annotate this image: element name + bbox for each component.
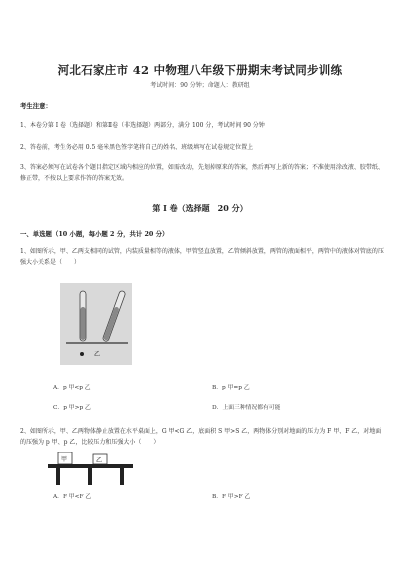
- page-title: 河北石家庄市 42 中物理八年级下册期末考试同步训练: [57, 63, 343, 77]
- option-a: A．F 甲<F 乙: [53, 494, 92, 500]
- option-b: B．p 甲=p 乙: [212, 385, 250, 391]
- question-2-text: 2、如图所示，甲、乙两物体静止放置在水平桌面上，G 甲<G 乙，底面积 S 甲>S 乙，两物体分别对地面的压力为 F 甲、F 乙，对地面的压强为 p 甲、p 乙，比较压力和压强大小（ ）: [20, 428, 382, 446]
- option-d: D．上面三种情况都有可能: [212, 405, 281, 411]
- tube-b-label: 乙: [94, 351, 101, 358]
- section-title: 第 I 卷（选择题 20 分）: [152, 203, 248, 213]
- option-a: A．p 甲<p 乙: [53, 385, 91, 391]
- option-b: B．F 甲>F 乙: [212, 494, 251, 500]
- block-b-label: 乙: [96, 457, 103, 464]
- question-1-text: 1、如图所示，甲、乙两支相同的试管，内装质量相等的液体，甲管竖直放置，乙管倾斜放置，两管的液面相平，两管中的液体对管底的压强大小关系是（ ）: [20, 248, 384, 266]
- page-subtitle: 考试时间：90 分钟；命题人：教研组: [150, 82, 250, 89]
- note-item: 2、答卷前，考生务必用 0.5 毫米黑色签字笔将自己的姓名、班级填写在试卷规定位置上: [20, 144, 254, 151]
- option-c: C．p 甲>p 乙: [53, 405, 91, 411]
- table-top: [48, 464, 133, 468]
- test-tubes-figure: [60, 283, 132, 365]
- block-a-label: 甲: [61, 456, 68, 463]
- note-item: 1、本卷分第 I 卷（选择题）和第Ⅱ卷（非选择题）两部分，满分 100 分，考试时间 90 分钟: [20, 122, 265, 129]
- part-heading: 一、单选题（10 小题，每小题 2 分，共计 20 分）: [20, 230, 169, 238]
- blocks-figure: [48, 452, 133, 486]
- notes-heading: 考生注意：: [20, 102, 52, 110]
- liquid-a: [81, 307, 86, 340]
- note-item: 3、答案必须写在试卷各个题目指定区域内相应的位置，如需改动，先划掉原来的答案，然后再写上新的答案；不准使用涂改液、胶带纸、修正带，不按以上要求作答的答案无效。: [20, 164, 384, 182]
